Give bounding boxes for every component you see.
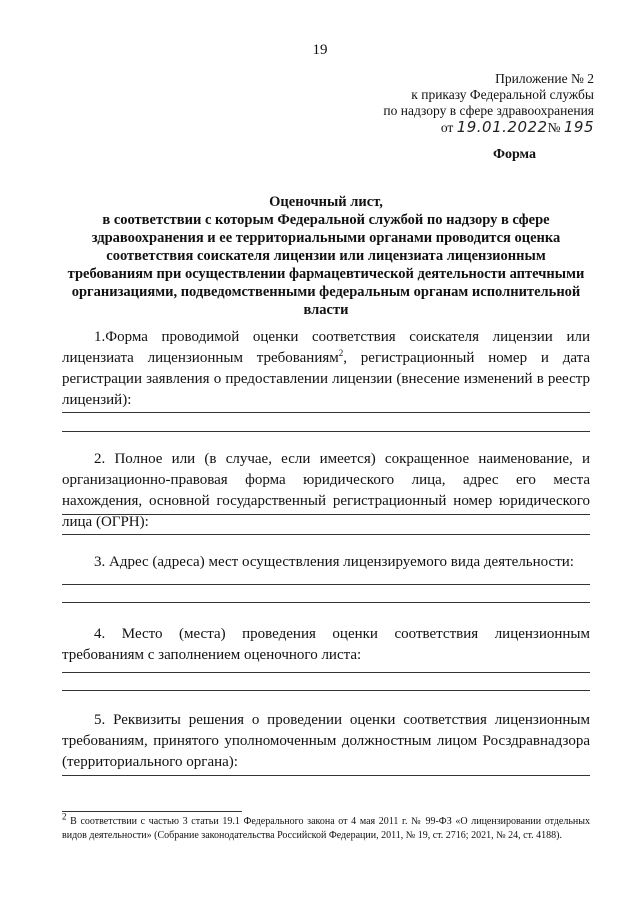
section-4-fill-line-1[interactable] (62, 672, 590, 673)
footnote (62, 811, 590, 843)
section-4-fill-line-2[interactable] (62, 690, 590, 691)
section-3-fill-line-1[interactable] (62, 584, 590, 585)
section-1-part-a: 1.Форма проводимой оценки соответствия соискателя лицензии или лицензиата лицензионным требованиям (62, 329, 590, 366)
footnote-text: В соответствии с частью 3 статьи 19.1 Федерального закона от 4 мая 2011 г. № 99-ФЗ «О лицензировании отдельных видов деятельности» (Собрание законодательства Российской Федерации, 2011, № 19, ст. 2716; 2021, № 24, ст. 4188). (62, 816, 590, 841)
number-label: № (547, 120, 561, 135)
section-2-fill-line-1[interactable] (62, 514, 590, 515)
title-rest: в соответствии с которым Федеральной службой по надзору в сфере здравоохранения и ее территориальными органами проводится оценка соответствия соискателя лицензии или лицензиата лицензионным требованиям при осуществлении фармацевтической деятельности аптечными организациями, подведомственными федеральным органам исполнительной власти (67, 212, 585, 318)
section-1-fill-line-1[interactable] (62, 412, 590, 413)
document-title (62, 193, 590, 319)
appendix-date-number (354, 119, 594, 136)
section-3-text: 3. Адрес (адреса) мест осуществления лицензируемого вида деятельности: (94, 554, 574, 570)
page-number: 19 (312, 42, 328, 58)
appendix-service-name: по надзору в сфере здравоохранения (383, 103, 594, 118)
section-4-text: 4. Место (места) проведения оценки соответствия лицензионным требованиям с заполнением оценочного листа: (62, 626, 590, 663)
handwritten-number: 195 (563, 118, 594, 136)
appendix-title: Приложение № 2 (495, 71, 594, 86)
section-5-text: 5. Реквизиты решения о проведении оценки соответствия лицензионным требованиям, принятого уполномоченным должностным лицом Росздравнадзора (территориального органа): (62, 712, 590, 770)
section-1-fill-line-2[interactable] (62, 431, 590, 432)
appendix-order-ref: к приказу Федеральной службы (411, 87, 594, 102)
title-first-line: Оценочный лист, (269, 194, 383, 210)
section-2-fill-line-2[interactable] (62, 534, 590, 535)
footnote-ref: 2 (338, 348, 344, 358)
from-label: от (440, 120, 454, 135)
section-5-fill-line-1[interactable] (62, 775, 590, 776)
handwritten-date: 19.01.2022 (456, 118, 548, 136)
footnote-mark: 2 (62, 811, 67, 822)
section-1-part-b: , регистрационный номер и дата регистрации заявления о предоставлении лицензии (внесение изменений в реестр лицензий): (62, 350, 590, 408)
form-label: Форма (492, 147, 536, 162)
section-1-text (62, 327, 590, 411)
footnote-divider (62, 811, 242, 812)
section-3-fill-line-2[interactable] (62, 602, 590, 603)
appendix-block (354, 71, 594, 136)
section-2-text: 2. Полное или (в случае, если имеется) сокращенное наименование, и организационно-правовая форма юридического лица, адрес его места нахождения, основной государственный регистрационный номер юридического лица (ОГРН): (62, 451, 590, 530)
